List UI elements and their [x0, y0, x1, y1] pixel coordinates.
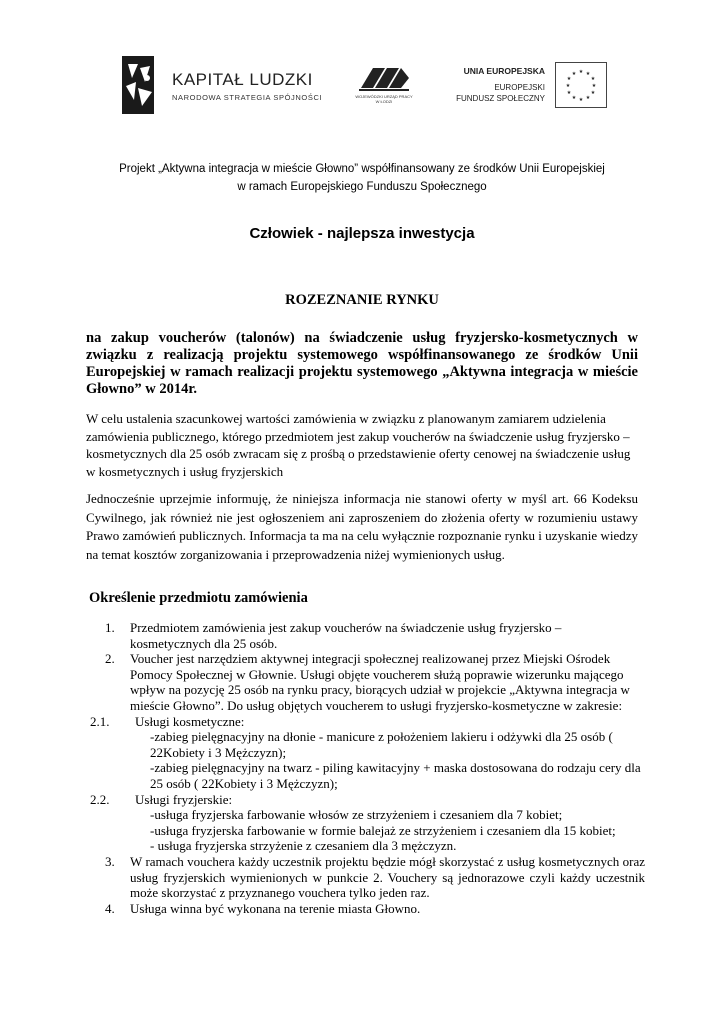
project-info	[0, 160, 724, 196]
list-number: 1.	[105, 620, 115, 635]
wup-mark-icon	[355, 62, 413, 94]
paragraph-2: Jednocześnie uprzejmie informuję, że niniejsza informacja nie stanowi oferty w myśl art. 66 Kodeksu Cywilnego, jak również nie jest ogłoszeniem ani zaproszeniem do złożenia oferty w rozumieniu ustawy Prawo zamówień publicznych. Informacja ta ma na celu wyłącznie rozpoznanie rynku i uzyskanie wiedzy na temat kosztów zorganizowania i przeprowadzenia niżej wymienionych usług.	[86, 491, 638, 562]
svg-text:★: ★	[565, 83, 571, 89]
sub-list-item	[90, 792, 645, 808]
list-number: 4.	[105, 900, 115, 916]
logo-bar	[0, 50, 724, 120]
wup-text: WOJEWÓDZKI URZĄD PRACY W ŁODZI	[355, 94, 413, 104]
svg-text:★: ★	[571, 71, 577, 77]
service-line: -zabieg pielęgnacyjny na dłonie - manicure z położeniem lakieru i odżywki dla 25 osób ( 22Kobiety i 3 Mężczyzn);	[150, 729, 613, 760]
svg-text:★: ★	[585, 71, 591, 77]
wup-logo	[355, 62, 413, 112]
list-text: Voucher jest narzędziem aktywnej integracji społecznej realizowanej przez Miejski Ośrodek Pomocy Społecznej w Głownie. Usługi objęte voucherem służą poprawie wizerunku mającego wpływ na pozycję 25 osób na rynku pracy, biorących udział w projekcie „Aktywna integracja w mieście Głowno”. Do usług objętych voucherem to usługi fryzjersko-kosmetyczne w zakresie:	[130, 651, 630, 713]
list-text: Usługa winna być wykonana na terenie miasta Głowno.	[130, 900, 421, 916]
svg-text:★: ★	[578, 69, 584, 75]
svg-text:★: ★	[566, 90, 572, 96]
kapital-ludzki-subtitle: NARODOWA STRATEGIA SPÓJNOŚCI	[172, 93, 323, 102]
list-number: 3.	[105, 853, 115, 869]
svg-text:★: ★	[591, 83, 597, 89]
sub-list-text: Usługi fryzjerskie:	[135, 791, 233, 807]
svg-text:★: ★	[590, 90, 596, 96]
svg-text:★: ★	[566, 76, 572, 82]
list-item	[105, 901, 645, 917]
service-line: -zabieg pielęgnacyjny na twarz - piling kawitacyjny + maska dostosowana do rodzaju cery dla 25 osób ( 22Kobiety i 3 Mężczyzn);	[150, 760, 641, 791]
sub-list-number: 2.2.	[90, 791, 110, 807]
document-subtitle: na zakup voucherów (talonów) na świadczenie usług fryzjersko-kosmetycznych w związku z realizacją projektu systemowego współfinansowanego ze środków Unii Europejskiej w ramach realizacji projektu systemowego „Aktywna integracja w mieście Głowno” w 2014r.	[86, 330, 638, 397]
sub-list-text: Usługi kosmetyczne:	[135, 713, 245, 729]
document-title: ROZEZNANIE RYNKU	[285, 292, 439, 308]
eu-flag-icon	[555, 62, 607, 108]
project-line2: w ramach Europejskiego Funduszu Społecznego	[237, 181, 487, 193]
list-item	[105, 620, 645, 651]
svg-text:★: ★	[578, 97, 584, 103]
order-list	[90, 620, 645, 916]
kapital-ludzki-mark-icon	[118, 56, 158, 114]
svg-text:★: ★	[585, 95, 591, 101]
kapital-ludzki-logo	[118, 56, 328, 114]
list-number: 2.	[105, 651, 115, 667]
eu-line3: FUNDUSZ SPOŁECZNY	[456, 94, 545, 103]
kapital-ludzki-title: KAPITAŁ LUDZKI	[172, 70, 313, 89]
svg-text:★: ★	[590, 76, 596, 82]
list-item	[105, 651, 645, 713]
list-item	[105, 854, 645, 901]
list-text: W ramach vouchera każdy uczestnik projektu będzie mógł skorzystać z usług kosmetycznych oraz usług fryzjerskich wymienionych w punkcie 2. Vouchery są jednorazowe czyli każdy uczestnik może skorzystać z przyznanego vouchera tylko jeden raz.	[130, 853, 645, 901]
eu-logo	[447, 60, 607, 112]
eu-line2: EUROPEJSKI	[494, 83, 545, 92]
section-title: Określenie przedmiotu zamówienia	[89, 590, 308, 606]
service-line: - usługa fryzjerska strzyżenie z czesaniem dla 3 mężczyzn.	[150, 838, 457, 854]
motto: Człowiek - najlepsza inwestycja	[249, 225, 475, 242]
list-text: Przedmiotem zamówienia jest zakup voucherów na świadczenie usług fryzjersko – kosmetycznych dla 25 osób.	[130, 620, 562, 651]
paragraph-1: W celu ustalenia szacunkowej wartości zamówienia w związku z planowanym zamiarem udzielenia zamówienia publicznego, którego przedmiotem jest zakup voucherów na świadczenie usług fryzjersko – kosmetycznych dla 25 osób zwracam się z prośbą o przedstawienie oferty cenowej na świadczenie usług w kosmetycznych i usług fryzjerskich	[86, 411, 631, 479]
project-line1: Projekt „Aktywna integracja w mieście Głowno” współfinansowany ze środków Unii Europejskiej	[119, 163, 605, 175]
service-line: -usługa fryzjerska farbowanie włosów ze strzyżeniem i czesaniem dla 7 kobiet;	[150, 807, 563, 823]
eu-line1: UNIA EUROPEJSKA	[463, 66, 545, 76]
svg-text:★: ★	[571, 95, 577, 101]
sub-list-item	[90, 714, 645, 730]
sub-list-number: 2.1.	[90, 713, 110, 729]
service-line: -usługa fryzjerska farbowanie w formie balejaż ze strzyżeniem i czesaniem dla 15 kobiet;	[150, 822, 616, 838]
